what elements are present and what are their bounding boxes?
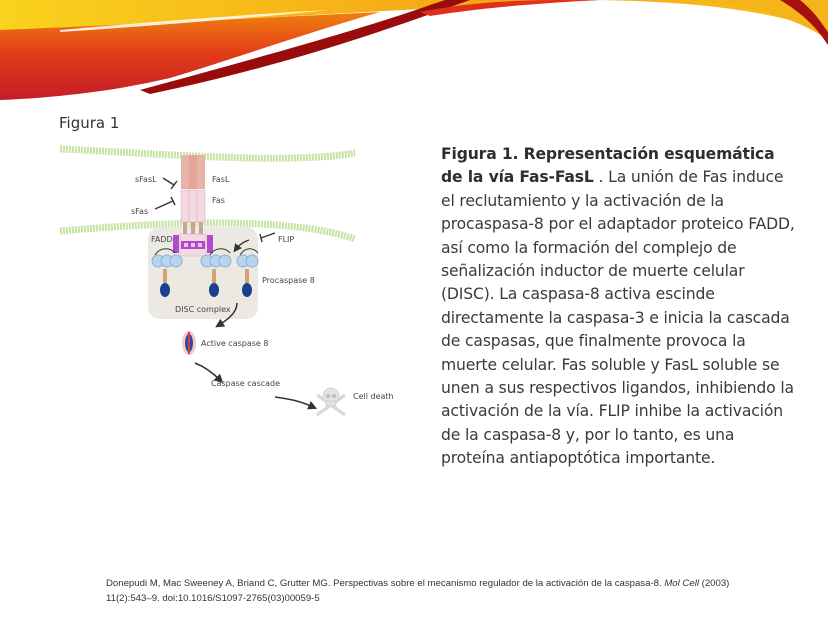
citation-authors-title: Donepudi M, Mac Sweeney A, Briand C, Grutter MG. Perspectivas sobre el mecanismo regulador de la activación de la caspasa-8. xyxy=(106,578,665,589)
citation-details: (2003) 11(2):543–9. doi:10.1016/S1097-2765(03)00059-5 xyxy=(106,578,730,604)
label-fasl: FasL xyxy=(212,175,230,184)
skull-crossbones-icon xyxy=(317,388,345,415)
cell-membrane-top xyxy=(60,149,355,158)
label-sfasl: sFasL xyxy=(135,175,157,184)
label-disc-complex: DISC complex xyxy=(175,305,231,314)
caption-title: Figura 1. Representación esquemática de la vía Fas-FasL xyxy=(441,145,775,187)
label-procaspase-8: Procaspase 8 xyxy=(262,276,315,285)
label-fas: Fas xyxy=(212,196,225,205)
label-sfas: sFas xyxy=(131,207,149,216)
label-active-caspase-8: Active caspase 8 xyxy=(201,339,269,348)
label-fadd: FADD xyxy=(151,235,173,244)
fasl-trimer xyxy=(181,155,205,189)
citation xyxy=(106,577,766,606)
figure-heading: Figura 1 xyxy=(59,114,120,132)
caption-body: . La unión de Fas induce el reclutamiento y la activación de la procaspasa-8 por el adaptador proteico FADD, así como la formación del complejo de señalización inductor de muerte celular (DISC). La caspasa-8 activa escinde directamente la caspasa-3 e inicia la cascada de caspasas, que finalmente provoca la muerte celular. Fas soluble y FasL soluble se unen a sus respectivos ligandos, inhibiendo la activación de la vía. FLIP inhibe la activación de la caspasa-8 y, por lo tanto, es una proteína antiapoptótica importante. xyxy=(441,168,795,468)
active-caspase-8 xyxy=(182,331,196,355)
label-cell-death: Cell death xyxy=(353,392,394,401)
label-flip: FLIP xyxy=(278,235,295,244)
fas-fasl-pathway-diagram xyxy=(55,135,415,425)
label-caspase-cascade: Caspase cascade xyxy=(211,379,281,388)
decorative-wave-banner xyxy=(0,0,828,110)
citation-journal: Mol Cell xyxy=(664,578,699,589)
figure-caption xyxy=(441,143,801,471)
